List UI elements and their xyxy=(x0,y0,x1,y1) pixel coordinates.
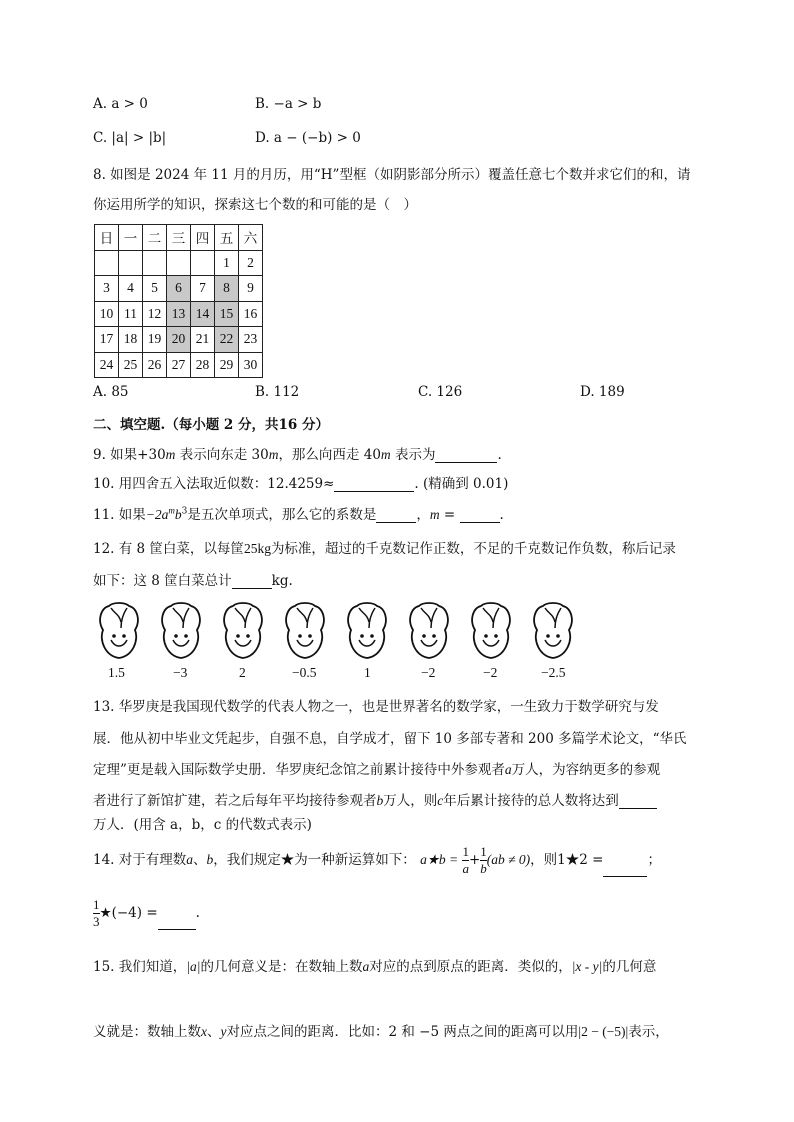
q11-text-b: 是五次单项式，那么它的系数是 xyxy=(187,507,377,523)
calendar-cell xyxy=(143,250,167,276)
calendar-cell: 25 xyxy=(119,352,143,378)
q12-unit: kg xyxy=(271,573,289,589)
calendar-cell: 30 xyxy=(239,352,263,378)
calendar-cell: 7 xyxy=(191,276,215,302)
q14-var-b: b xyxy=(206,852,214,867)
q11-m-blank[interactable] xyxy=(460,508,500,523)
calendar-cell xyxy=(95,250,119,276)
q15-text-f: 对应点之间的距离．比如：2 和 −5 两点之间的距离可以用 xyxy=(226,1024,579,1040)
calendar-cell: 27 xyxy=(167,352,191,378)
cabbage-icon xyxy=(95,600,143,662)
q11-var-m: m xyxy=(429,507,440,522)
q10-text-a: 10. 用四舍五入法取近似数：12.4259≈ xyxy=(93,476,335,492)
q8-option-c: C. 126 xyxy=(418,384,463,400)
calendar-cell: 26 xyxy=(143,352,167,378)
q14-text-f: . xyxy=(195,905,200,921)
q11-text-e: . xyxy=(499,507,504,523)
calendar-header-cell: 三 xyxy=(167,225,191,251)
calendar-header-cell: 四 xyxy=(191,225,215,251)
calendar-cell: 18 xyxy=(119,327,143,353)
calendar-cell: 11 xyxy=(119,301,143,327)
q13-line-3 xyxy=(93,758,660,778)
q14-text-b: ，我们规定★为一种新运算如下： xyxy=(213,852,416,868)
cabbage-icon xyxy=(467,600,515,662)
q11-text-c: ， xyxy=(416,507,430,523)
q9-text-b: 表示向东走 30 xyxy=(175,447,269,463)
q13-text-e: 年后累计接待的总人数将达到 xyxy=(443,793,619,809)
q15-abs-a: |a| xyxy=(186,959,201,974)
q15-line-2 xyxy=(93,1020,669,1040)
q11-coefficient-blank[interactable] xyxy=(376,508,416,523)
calendar-cell-shaded: 20 xyxy=(167,327,191,353)
q15-text-b: 的几何意义是：在数轴上数 xyxy=(200,959,363,975)
q8-line-2: 你运用所学的知识，探索这七个数的和可能的是（ ） xyxy=(93,197,417,213)
cabbage-icon xyxy=(405,600,453,662)
calendar-cell: 2 xyxy=(239,250,263,276)
q7-option-c: C. |a| > |b| xyxy=(93,130,167,146)
calendar-header-cell: 六 xyxy=(239,225,263,251)
q14-text-a: 14. 对于有理数 xyxy=(93,852,187,868)
cabbage-value: −0.5 xyxy=(292,665,317,680)
cabbage-icon xyxy=(529,600,577,662)
q12-text-a: 12. 有 8 筐白菜，以每筐 xyxy=(93,541,244,557)
q12-text-d: . xyxy=(288,573,293,589)
q12-line-1 xyxy=(93,537,676,557)
calendar-cell: 23 xyxy=(239,327,263,353)
calendar-row xyxy=(95,250,263,276)
calendar-cell: 21 xyxy=(191,327,215,353)
calendar-header-cell: 二 xyxy=(143,225,167,251)
q13-text-a: 定理”更是载入国际数学史册．华罗庚纪念馆之前累计接待中外参观者 xyxy=(93,762,505,778)
q15-text-g: 表示， xyxy=(628,1024,669,1040)
q9-answer-blank[interactable] xyxy=(435,448,497,463)
q9-unit-m: m xyxy=(380,447,391,462)
calendar-cell-shaded: 13 xyxy=(167,301,191,327)
q14-frac-den: b xyxy=(480,861,487,876)
q11-expression: −2a xyxy=(145,507,169,522)
q9-unit-m: m xyxy=(268,447,279,462)
q14-line-1 xyxy=(93,844,661,877)
q14-text-c: ，则1★2 = xyxy=(530,852,604,868)
q14-frac-den: a xyxy=(462,861,469,876)
calendar-cell: 4 xyxy=(119,276,143,302)
q7-option-b: B. −a > b xyxy=(255,96,322,112)
calendar-header-cell: 日 xyxy=(95,225,119,251)
calendar-row xyxy=(95,352,263,378)
q8-option-d: D. 189 xyxy=(580,384,625,400)
q15-text-c: 对应的点到原点的距离．类似的， xyxy=(369,959,572,975)
q14-frac-num: 1 xyxy=(462,844,469,859)
q14-line-2 xyxy=(93,897,200,930)
q14-var-a: a xyxy=(186,852,194,867)
question-9 xyxy=(93,443,502,463)
q14-sep: 、 xyxy=(193,852,207,868)
calendar-table xyxy=(94,224,263,378)
q13-line-2: 展．他从初中毕业文凭起步，自强不息，自学成才，留下 10 多部专著和 200 多篇学术论文，“华氏 xyxy=(93,731,687,747)
calendar-cell: 10 xyxy=(95,301,119,327)
cabbage-value: −2.5 xyxy=(541,665,566,680)
q13-text-d: 万人，则 xyxy=(383,793,438,809)
calendar-cell: 16 xyxy=(239,301,263,327)
q12-line-2 xyxy=(93,569,293,589)
q13-var-c: c xyxy=(437,793,444,808)
q11-exponent-m: m xyxy=(168,505,175,516)
q12-answer-blank[interactable] xyxy=(232,574,272,589)
calendar-cell: 17 xyxy=(95,327,119,353)
q10-text-b: . (精确到 0.01) xyxy=(414,476,509,492)
q9-text-e: . xyxy=(497,447,502,463)
q9-text-a: 9. 如果+30 xyxy=(93,447,166,463)
q15-sep: 、 xyxy=(207,1024,221,1040)
calendar-cell: 3 xyxy=(95,276,119,302)
calendar-header-row xyxy=(95,225,263,251)
q11-text-d: = xyxy=(439,507,460,523)
q11-expression-b: b xyxy=(174,507,182,522)
q13-answer-blank[interactable] xyxy=(619,794,657,809)
cabbage-value: 2 xyxy=(239,665,246,680)
q13-line-5: 万人．(用含 a，b，c 的代数式表示) xyxy=(93,817,312,833)
calendar-cell: 24 xyxy=(95,352,119,378)
calendar-cell: 5 xyxy=(143,276,167,302)
calendar-cell xyxy=(191,250,215,276)
q8-line-1: 8. 如图是 2024 年 11 月的月历，用“H”型框（如阴影部分所示）覆盖任意七个数并求它们的和，请 xyxy=(93,167,691,183)
q14-condition: (ab ≠ 0) xyxy=(486,852,531,867)
question-11 xyxy=(93,503,504,523)
q14-plus: + xyxy=(468,852,481,868)
q15-var-y: y xyxy=(220,1024,227,1039)
q11-text-a: 11. 如果 xyxy=(93,507,146,523)
q15-text-a: 15. 我们知道， xyxy=(93,959,187,975)
q7-option-a: A. a > 0 xyxy=(93,96,148,112)
calendar-cell xyxy=(167,250,191,276)
q13-var-a: a xyxy=(504,762,512,777)
q8-option-b: B. 112 xyxy=(255,384,300,400)
q13-text-c: 者进行了新馆扩建，若之后每年平均接待参观者 xyxy=(93,793,377,809)
calendar-header-cell: 一 xyxy=(119,225,143,251)
cabbage-icon xyxy=(343,600,391,662)
q14-frac-num: 1 xyxy=(93,897,100,912)
q14-frac-num: 1 xyxy=(480,844,487,859)
q12-text-b: 为标准，超过的千克数记作正数，不足的千克数记作负数，称后记录 xyxy=(270,541,676,557)
cabbage-icon xyxy=(281,600,329,662)
q11-exponent-3: 3 xyxy=(181,506,188,517)
cabbage-value: 1.5 xyxy=(108,665,125,680)
calendar-cell: 29 xyxy=(215,352,239,378)
q12-text-c: 如下：这 8 筐白菜总计 xyxy=(93,573,232,589)
calendar-cell: 1 xyxy=(215,250,239,276)
q15-abs-xy: |x - y| xyxy=(571,959,603,974)
q14-definition-lhs: a★b = xyxy=(420,852,459,867)
q15-var-a: a xyxy=(362,959,370,974)
calendar-cell: 9 xyxy=(239,276,263,302)
q14-text-e: ★(−4) = xyxy=(99,905,158,921)
calendar-cell-shaded: 6 xyxy=(167,276,191,302)
q12-standard: 25kg xyxy=(243,541,271,556)
q14-frac-den: 3 xyxy=(93,914,100,929)
section-title: 二、填空题.（每小题 2 分，共16 分） xyxy=(93,417,329,433)
calendar-cell-shaded: 14 xyxy=(191,301,215,327)
calendar-row xyxy=(95,327,263,353)
calendar-cell: 28 xyxy=(191,352,215,378)
q9-unit-m: m xyxy=(165,447,176,462)
question-10 xyxy=(93,472,508,492)
cabbage-value: −2 xyxy=(421,665,436,680)
calendar-header-cell: 五 xyxy=(215,225,239,251)
q14-answer-blank-1[interactable] xyxy=(603,862,647,877)
calendar-cell-shaded: 22 xyxy=(215,327,239,353)
q9-text-c: ，那么向西走 40 xyxy=(278,447,381,463)
calendar-row xyxy=(95,276,263,302)
calendar-cell xyxy=(119,250,143,276)
q9-text-d: 表示为 xyxy=(390,447,436,463)
calendar-cell: 12 xyxy=(143,301,167,327)
q13-text-b: 万人，为容纳更多的参观 xyxy=(511,762,661,778)
q13-line-4 xyxy=(93,789,657,809)
q13-line-1: 13. 华罗庚是我国现代数学的代表人物之一，也是世界著名的数学家，一生致力于数学研究与发 xyxy=(93,699,659,715)
q15-text-e: 义就是：数轴上数 xyxy=(93,1024,201,1040)
q14-text-d: ； xyxy=(647,852,661,868)
q8-option-a: A. 85 xyxy=(93,384,129,400)
calendar-cell-shaded: 8 xyxy=(215,276,239,302)
calendar-row xyxy=(95,301,263,327)
calendar-cell-shaded: 15 xyxy=(215,301,239,327)
q15-text-d: 的几何意 xyxy=(602,959,657,975)
calendar-cell: 19 xyxy=(143,327,167,353)
cabbage-icon xyxy=(157,600,205,662)
cabbage-value: 1 xyxy=(364,665,371,680)
q13-var-b: b xyxy=(376,793,384,808)
cabbage-value: −2 xyxy=(483,665,498,680)
q15-var-x: x xyxy=(201,1024,207,1039)
q7-option-d: D. a − (−b) > 0 xyxy=(255,130,361,146)
q10-answer-blank[interactable] xyxy=(334,477,414,492)
q14-answer-blank-2[interactable] xyxy=(158,915,196,930)
q15-abs-example: |2 − (−5)| xyxy=(578,1024,629,1039)
q15-line-1 xyxy=(93,955,656,975)
cabbage-icon xyxy=(219,600,267,662)
cabbage-value: −3 xyxy=(173,665,188,680)
